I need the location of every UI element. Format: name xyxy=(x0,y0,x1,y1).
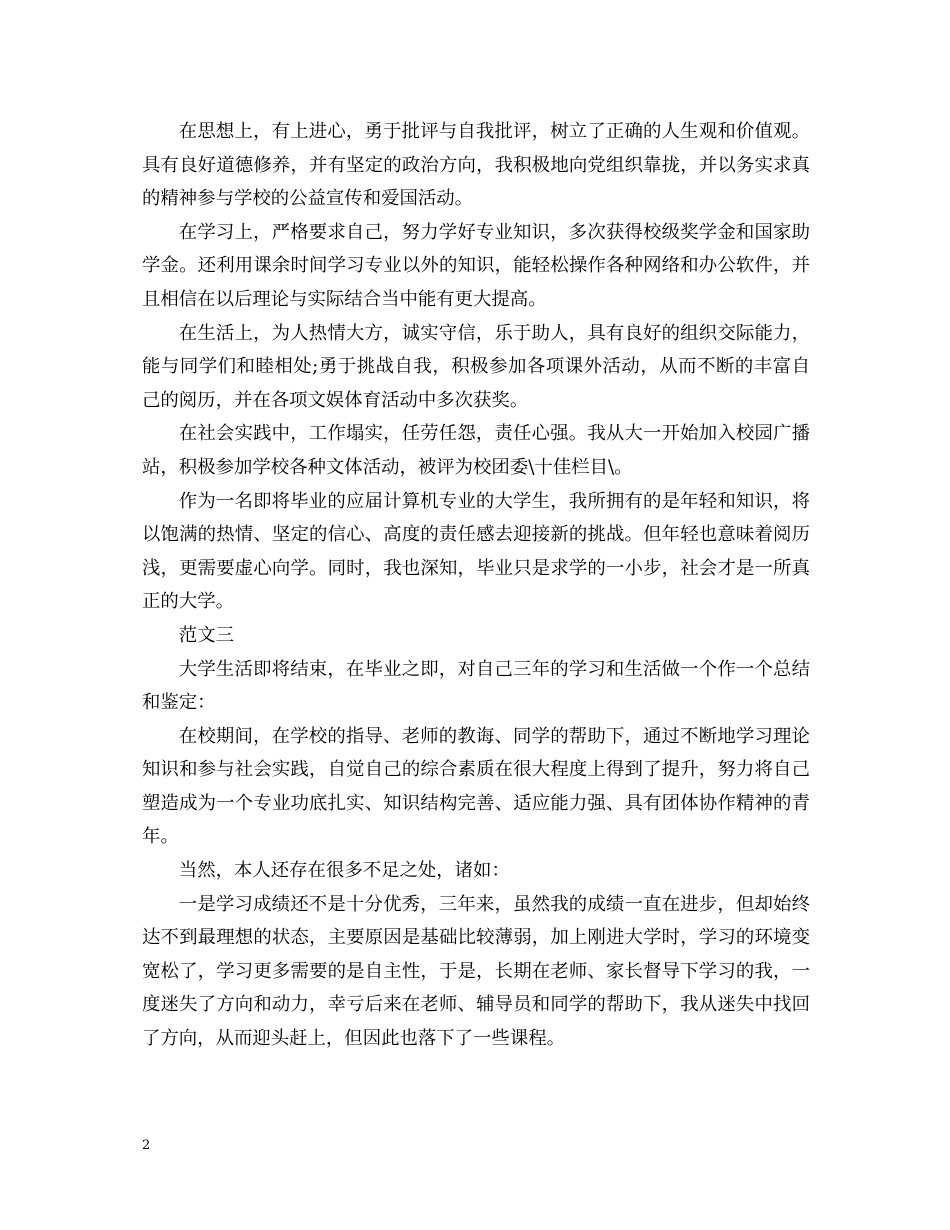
document-body xyxy=(142,115,810,1056)
paragraph-shortcomings-intro: 当然，本人还存在很多不足之处，诸如： xyxy=(178,860,510,882)
paragraph-graduate-outlook: 作为一名即将毕业的应届计算机专业的大学生，我所拥有的是年轻和知识，将以饱满的热情、坚定的信心、高度的责任感去迎接新的挑战。但年轻也意味着阅历浅，更需要虚心向学。同时，我也深知，毕业只是求学的一小步，社会才是一所真正的大学。 xyxy=(142,490,810,613)
paragraph-study: 在学习上，严格要求自己，努力学好专业知识，多次获得校级奖学金和国家助学金。还利用课余时间学习专业以外的知识，能轻松操作各种网络和办公软件，并且相信在以后理论与实际结合当中能有更大提高。 xyxy=(142,221,810,310)
paragraph-ideology: 在思想上，有上进心，勇于批评与自我批评，树立了正确的人生观和价值观。具有良好道德修养，并有坚定的政治方向，我积极地向党组织靠拢，并以务实求真的精神参与学校的公益宣传和爱国活动。 xyxy=(142,121,810,210)
page-number: 2 xyxy=(142,1138,151,1153)
paragraph-social-practice: 在社会实践中，工作塌实，任劳任怨，责任心强。我从大一开始加入校园广播站，积极参加学校各种文体活动，被评为校团委\十佳栏目\。 xyxy=(142,423,810,478)
paragraph-intro: 大学生活即将结束，在毕业之即，对自己三年的学习和生活做一个作一个总结和鉴定： xyxy=(142,658,810,714)
section-heading: 范文三 xyxy=(178,624,234,646)
paragraph-school-period: 在校期间，在学校的指导、老师的教诲、同学的帮助下，通过不断地学习理论知识和参与社会实践，自觉自己的综合素质在很大程度上得到了提升，努力将自己塑造成为一个专业功底扎实、知识结构完善、适应能力强、具有团体协作精神的青年。 xyxy=(142,725,810,848)
paragraph-shortcoming-one: 一是学习成绩还不是十分优秀，三年来，虽然我的成绩一直在进步，但却始终达不到最理想的状态，主要原因是基础比较薄弱，加上刚进大学时，学习的环境变宽松了，学习更多需要的是自主性，于是，长期在老师、家长督导下学习的我，一度迷失了方向和动力，幸亏后来在老师、辅导员和同学的帮助下，我从迷失中找回了方向，从而迎头赶上，但因此也落下了一些课程。 xyxy=(142,893,810,1050)
paragraph-life: 在生活上，为人热情大方，诚实守信，乐于助人，具有良好的组织交际能力，能与同学们和睦相处;勇于挑战自我，积极参加各项课外活动，从而不断的丰富自己的阅历，并在各项文娱体育活动中多次获奖。 xyxy=(142,322,810,411)
